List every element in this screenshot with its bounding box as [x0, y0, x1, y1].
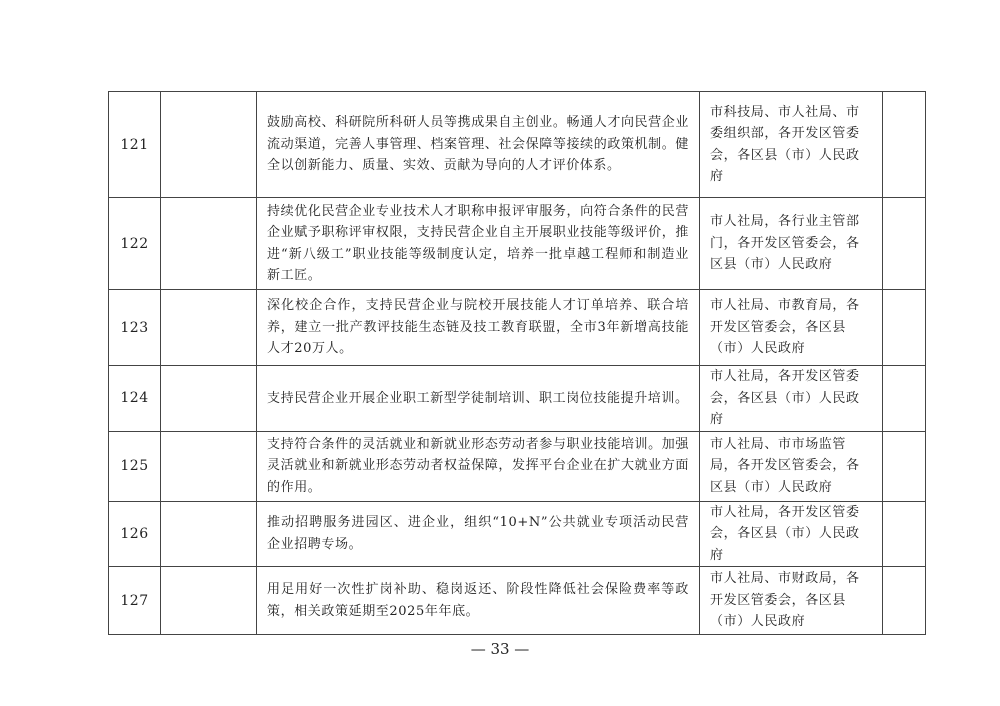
row-number: 124: [109, 366, 161, 432]
responsible-departments: 市人社局、市财政局，各开发区管委会，各区县（市）人民政府: [700, 567, 883, 635]
category-cell: [161, 290, 257, 366]
measure-content: 持续优化民营企业专业技术人才职称申报评审服务，向符合条件的民营企业赋予职称评审权限，支持民营企业自主开展职业技能等级评价，推进“新八级工”职业技能等级制度认定，培养一批卓越工程师和制造业新工匠。: [257, 198, 700, 290]
responsible-departments: 市人社局，各行业主管部门，各开发区管委会，各区县（市）人民政府: [700, 198, 883, 290]
note-cell: [883, 366, 926, 432]
table-row: [109, 92, 926, 198]
note-cell: [883, 501, 926, 567]
category-cell: [161, 92, 257, 198]
measure-content: 鼓励高校、科研院所科研人员等携成果自主创业。畅通人才向民营企业流动渠道，完善人事管理、档案管理、社会保障等接续的政策机制。健全以创新能力、质量、实效、贡献为导向的人才评价体系。: [257, 92, 700, 198]
note-cell: [883, 567, 926, 635]
measure-content: 支持民营企业开展企业职工新型学徒制培训、职工岗位技能提升培训。: [257, 366, 700, 432]
measure-content: 用足用好一次性扩岗补助、稳岗返还、阶段性降低社会保险费率等政策，相关政策延期至2025年年底。: [257, 567, 700, 635]
table-row: [109, 431, 926, 501]
table-row: [109, 366, 926, 432]
category-cell: [161, 431, 257, 501]
row-number: 122: [109, 198, 161, 290]
category-cell: [161, 366, 257, 432]
measure-content: 推动招聘服务进园区、进企业，组织“10+N”公共就业专项活动民营企业招聘专场。: [257, 501, 700, 567]
table-row: [109, 567, 926, 635]
table-row: [109, 290, 926, 366]
page-number: — 33 —: [470, 640, 530, 658]
table-row: [109, 198, 926, 290]
responsible-departments: 市人社局、市市场监管局，各开发区管委会，各区县（市）人民政府: [700, 431, 883, 501]
policy-table: [108, 91, 926, 635]
category-cell: [161, 501, 257, 567]
responsible-departments: 市人社局，各开发区管委会，各区县（市）人民政府: [700, 501, 883, 567]
row-number: 126: [109, 501, 161, 567]
row-number: 121: [109, 92, 161, 198]
responsible-departments: 市科技局、市人社局、市委组织部，各开发区管委会，各区县（市）人民政府: [700, 92, 883, 198]
note-cell: [883, 92, 926, 198]
measure-content: 深化校企合作，支持民营企业与院校开展技能人才订单培养、联合培养，建立一批产教评技能生态链及技工教育联盟，全市3年新增高技能人才20万人。: [257, 290, 700, 366]
category-cell: [161, 567, 257, 635]
row-number: 123: [109, 290, 161, 366]
row-number: 125: [109, 431, 161, 501]
responsible-departments: 市人社局、市教育局，各开发区管委会，各区县（市）人民政府: [700, 290, 883, 366]
note-cell: [883, 431, 926, 501]
category-cell: [161, 198, 257, 290]
row-number: 127: [109, 567, 161, 635]
measure-content: 支持符合条件的灵活就业和新就业形态劳动者参与职业技能培训。加强灵活就业和新就业形态劳动者权益保障，发挥平台企业在扩大就业方面的作用。: [257, 431, 700, 501]
table-row: [109, 501, 926, 567]
note-cell: [883, 198, 926, 290]
note-cell: [883, 290, 926, 366]
responsible-departments: 市人社局，各开发区管委会，各区县（市）人民政府: [700, 366, 883, 432]
